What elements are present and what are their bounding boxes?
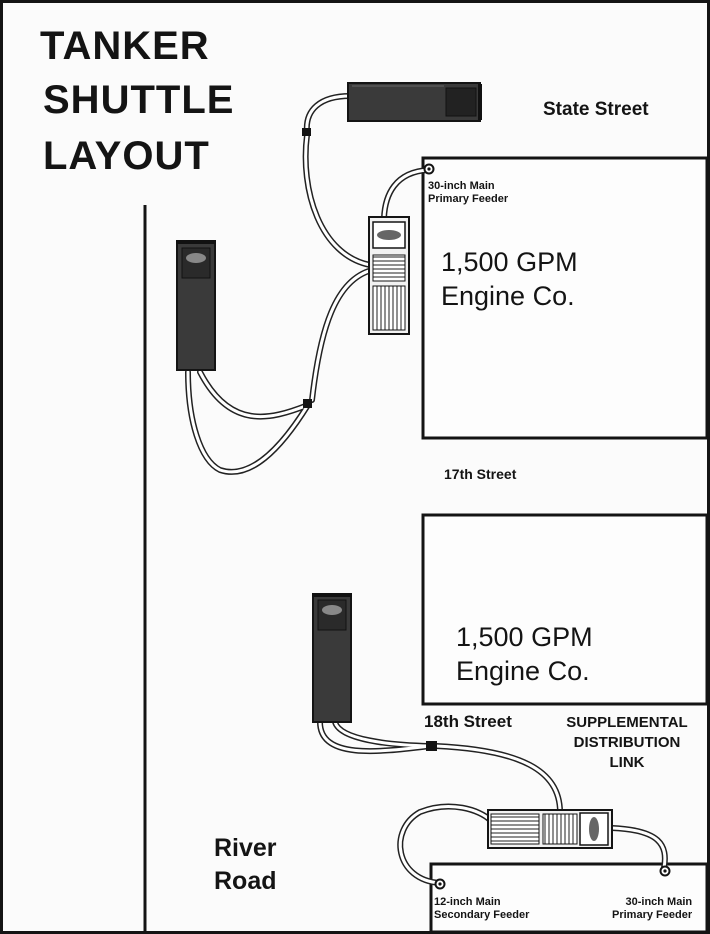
bottom-left-main-label (434, 896, 529, 922)
lower-block-line1: 1,500 GPM (456, 622, 593, 652)
upper-block-line2: Engine Co. (441, 281, 575, 311)
bottom-right-main-line2: Primary Feeder (612, 909, 693, 921)
river-road-line1: River (214, 834, 277, 862)
upper-block-line1: 1,500 GPM (441, 247, 578, 277)
seventeenth-street-label: 17th Street (444, 466, 517, 482)
tanker-top (348, 83, 482, 121)
top-main-label-line1: 30-inch Main (428, 180, 495, 192)
bottom-left-main-line2: Secondary Feeder (434, 909, 530, 921)
bottom-right-main-label (612, 896, 692, 922)
lower-block-label (456, 620, 593, 688)
upper-block-label (441, 245, 578, 313)
supplemental-line1: SUPPLEMENTAL (566, 714, 688, 731)
river-road-label (214, 832, 277, 898)
river-road-line2: Road (214, 867, 277, 895)
top-main-label-line2: Primary Feeder (428, 193, 509, 205)
title-line-1: TANKER (40, 24, 210, 68)
bottom-right-main-line1: 30-inch Main (625, 896, 693, 908)
state-street-label: State Street (543, 99, 649, 120)
engine-supplemental (488, 810, 612, 848)
engine-upper (369, 217, 409, 334)
supplemental-line2: DISTRIBUTION (573, 734, 681, 751)
supplemental-line3: LINK (609, 754, 645, 771)
bottom-left-main-line1: 12-inch Main (434, 896, 501, 908)
top-main-label (428, 180, 508, 206)
lower-block-line2: Engine Co. (456, 656, 590, 686)
tanker-lower (312, 593, 352, 722)
title-line-3: LAYOUT (43, 134, 210, 178)
tanker-left (176, 240, 216, 370)
eighteenth-street-label: 18th Street (424, 712, 512, 731)
title-line-2: SHUTTLE (43, 78, 235, 122)
supplemental-link-label (553, 713, 701, 773)
